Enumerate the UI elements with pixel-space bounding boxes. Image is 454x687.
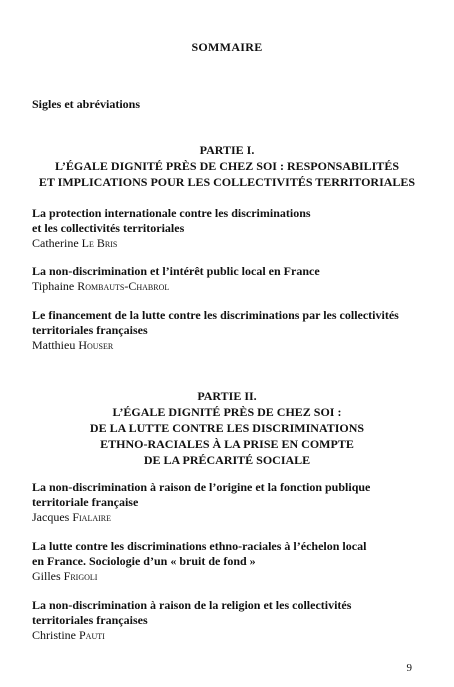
author-first-name: Matthieu — [32, 338, 76, 352]
entry-title-line: en France. Sociologie d’un « bruit de fond » — [32, 554, 256, 568]
part-heading-line: DE LA LUTTE CONTRE LES DISCRIMINATIONS — [89, 421, 365, 435]
entry-title-line: et les collectivités territoriales — [32, 221, 185, 235]
entry-title-line: La non-discrimination à raison de la religion et les collectivités — [32, 598, 352, 612]
toc-entry — [32, 206, 427, 251]
toc-entry — [32, 264, 427, 294]
part-heading-line: PARTIE II. — [197, 389, 257, 403]
entry-author — [32, 510, 427, 525]
entry-title-line: La non-discrimination et l’intérêt public local en France — [32, 264, 320, 278]
part-heading-line: ET IMPLICATIONS POUR LES COLLECTIVITÉS TERRITORIALES — [38, 175, 416, 189]
entry-title-line: territoriales françaises — [32, 323, 148, 337]
author-first-name: Catherine — [32, 236, 79, 250]
part-2-heading — [0, 388, 454, 468]
part-heading-line: PARTIE I. — [199, 143, 255, 157]
author-last-name: Houser — [78, 338, 114, 352]
page-title: SOMMAIRE — [191, 40, 263, 54]
entry-title-line: territoriale française — [32, 495, 139, 509]
part-heading-line: L’ÉGALE DIGNITÉ PRÈS DE CHEZ SOI : — [112, 405, 342, 419]
author-last-name: Rombauts-Chabrol — [77, 279, 170, 293]
page-number: 9 — [406, 662, 412, 674]
entry-title-line: La protection internationale contre les discriminations — [32, 206, 311, 220]
part-heading-line: L’ÉGALE DIGNITÉ PRÈS DE CHEZ SOI : RESPONSABILITÉS — [55, 159, 399, 173]
entry-title-line: Le financement de la lutte contre les discriminations par les collectivités — [32, 308, 399, 322]
author-first-name: Jacques — [32, 510, 70, 524]
entry-author — [32, 279, 427, 294]
entry-title-line: La non-discrimination à raison de l’origine et la fonction publique — [32, 480, 371, 494]
entry-author — [32, 569, 427, 584]
entry-author — [32, 338, 427, 353]
entry-author — [32, 628, 427, 643]
author-first-name: Gilles — [32, 569, 61, 583]
part-1-heading — [0, 142, 454, 190]
author-first-name: Tiphaine — [32, 279, 75, 293]
sigles-heading: Sigles et abréviations — [32, 97, 140, 111]
entry-title-line: La lutte contre les discriminations ethno-raciales à l’échelon local — [32, 539, 367, 553]
toc-entry — [32, 480, 427, 525]
toc-entry — [32, 598, 427, 643]
entry-author — [32, 236, 427, 251]
author-last-name: Frigoli — [63, 569, 98, 583]
entry-title-line: territoriales françaises — [32, 613, 148, 627]
part-heading-line: DE LA PRÉCARITÉ SOCIALE — [143, 453, 311, 467]
author-last-name: Pauti — [79, 628, 105, 642]
author-last-name: Fialaire — [72, 510, 111, 524]
part-heading-line: ETHNO-RACIALES À LA PRISE EN COMPTE — [100, 437, 354, 451]
author-first-name: Christine — [32, 628, 76, 642]
toc-entry — [32, 308, 427, 353]
toc-entry — [32, 539, 427, 584]
author-last-name: Le Bris — [81, 236, 118, 250]
